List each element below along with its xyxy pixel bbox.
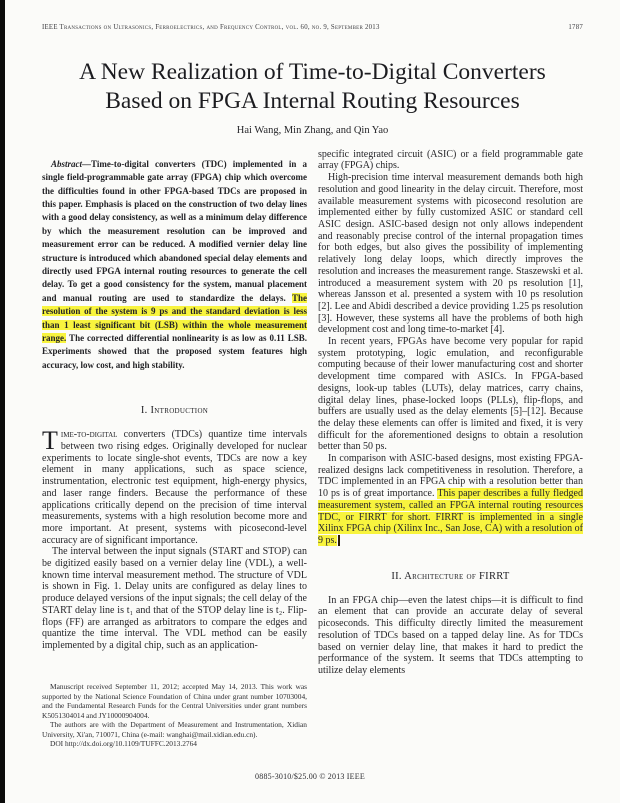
- body-paragraph-fpga: In recent years, FPGAs have become very popular for rapid system prototyping, logic emulation, and reconfigurable computing because of their lower manufacturing cost and shorter development time compared with ASICs. In FPGA-based designs, look-up tables (LUTs), delay matrices, carry chains, digital delay lines, phase-locked loops (PLLs), flip-flops, and buffers are usually used as the delay elements [5]–[12]. Because the delay these elements can offer is limited and fixed, it is very difficult for the aforementioned designs to obtain a resolution better than 50 ps.: [318, 336, 583, 453]
- section-number: I.: [140, 405, 151, 417]
- footer-copyright: 0885-3010/$25.00 © 2013 IEEE: [255, 772, 365, 781]
- body-paragraph-continuation: specific integrated circuit (ASIC) or a field programmable gate array (FPGA) chips.: [318, 148, 583, 172]
- architecture-paragraph-1: In an FPGA chip—even the latest chips—it is difficult to find an element that can provide an accurate delay of several picoseconds. This difficulty directly limited the measurement resolution of TDCs based on a tapped delay line. As for TDCs based on vernier delay line, that makes it hard to predict the performance of the system. It seems that TDCs attempting to utilize delay elements: [318, 594, 583, 676]
- body-paragraph-asic: High-precision time interval measurement demands both high resolution and good linearity in the delay circuit. Therefore, most available measurement systems with picosecond resolution are implemented either by fully customized ASIC or standard cell ASIC design. ASIC-based design not only allows independent and reasonably precise control of the internal propagation times for both edges, but also gives the possibility of implementing relatively long delay loops, which directly improves the resolution and increases the measurement range. Staszewski et al. introduced a measurement system with 20 ps resolution [1], whereas Jansson et al. presented a system with 10 ps resolution [2]. Lee and Abidi described a device providing 1.25 ps resolution [3]. However, these systems all have the problems of both high development cost and long time-to-market [4].: [318, 172, 583, 336]
- footnote-doi: DOI http://dx.doi.org/10.1109/TUFFC.2013.2764: [50, 739, 198, 749]
- small-caps-lead: ime-to-digital: [60, 429, 118, 441]
- abstract-paragraph: [42, 158, 307, 373]
- journal-header: IEEE Transactions on Ultrasonics, Ferroelectrics, and Frequency Control, vol. 60, no. 9, September 2013: [42, 24, 380, 31]
- body-paragraph-comparison: [318, 453, 583, 547]
- section-heading-architecture: [318, 571, 583, 582]
- page-spine: [0, 0, 5, 803]
- right-column: [318, 149, 583, 749]
- body-highlight-annotation: This paper describes a fully fledged measurement system, called an FPGA internal routing resources TDC, or FIRRT for short. FIRRT is implemented in a single Xilinx FPGA chip (Xilinx Inc., San Jose, CA) with a resolution of 9 ps.: [318, 488, 583, 546]
- page-number: 1787: [568, 24, 583, 31]
- two-column-body: [42, 149, 583, 749]
- comparison-text: In comparison with ASIC-based designs, most existing FPGA-realized designs lack competitiveness in resolution. Therefore, a TDC implemented in an FPGA chip with a resolution better than 10 ps is of great importance.: [318, 453, 583, 500]
- paper-title: A New Realization of Time-to-Digital Converters Based on FPGA Internal Routing Resources: [79, 59, 546, 114]
- intro-paragraph-2: The interval between the input signals (START and STOP) can be digitized easily based on a vernier delay line (VDL), a well-known time interval measurement method. The structure of VDL is shown in Fig. 1. Delay units are configured as delay lines to produce delayed versions of the input signals; the cell delay of the START delay line is t₁ and that of the STOP delay line is t₂. Flip-flops (FF) are arranged as arbitrators to compare the edges and quantize the time interval. The VDL method can be easily implemented by a digital chip, such as an application-: [42, 546, 307, 651]
- section-title: Introduction: [150, 405, 209, 417]
- footnote-affiliation: The authors are with the Department of Measurement and Instrumentation, Xidian University, Xi'an, 710071, China (e-mail: wanghai@mail.xidian.edu.cn).: [42, 720, 307, 739]
- section-number: II.: [391, 570, 405, 582]
- text-cursor: [338, 535, 340, 546]
- section-title: Architecture of FIRRT: [404, 570, 510, 582]
- left-column: [42, 149, 307, 749]
- running-head: [42, 24, 583, 31]
- section-heading-introduction: [42, 405, 307, 416]
- abstract-text-post: The corrected differential nonlinearity is as low as 0.11 LSB. Experiments showed that the proposed system features high accuracy, low cost, and high stability.: [42, 333, 307, 370]
- footnote-received: Manuscript received September 11, 2012; accepted May 14, 2013. This work was supported by the National Science Foundation of China under grant number 10703004, and the Fundamental Research Funds for the Central Universities under grant numbers K5051304014 and JY10000904004.: [42, 682, 307, 720]
- abstract-label: Abstract—: [51, 158, 92, 169]
- drop-cap: T: [42, 426, 58, 456]
- authors-line: Hai Wang, Min Zhang, and Qin Yao: [236, 124, 389, 136]
- intro-paragraph-1: [42, 426, 307, 546]
- footnote-block: [42, 682, 307, 749]
- abstract-text-pre: Time-to-digital converters (TDC) implemented in a single field-programmable gate array (FPGA) chip which overcome the difficulties found in other FPGA-based TDCs are proposed in this paper. Emphasis is placed on the construction of two delay lines with a good delay consistency, as well as a minimum delay difference by which the measurement resolution can be improved and measurement error can be reduced. A modified vernier delay line structure is introduced which abandoned special delay elements and directly used FPGA internal routing resources to generate the cell delay. To get a good consistency for the system, manual placement and manual routing are used to standardize the delays.: [42, 158, 307, 303]
- page-content: [42, 0, 583, 749]
- abstract-highlight-annotation: The resolution of the system is 9 ps and the standard deviation is less than 1 least significant bit (LSB) within the whole measurement range.: [42, 292, 307, 344]
- intro-paragraph-1-text: converters (TDCs) quantize time intervals between two rising edges. Originally developed for nuclear experiments to locate single-shot events, TDCs are now a key element in many applications, such as space science, instrumentation, electronic test equipment, high-energy physics, and laser range finders. Because the performance of these applications critically depend on the precision of time interval measurements, systems with a high resolution become more and more important. At present, systems with picosecond-level accuracy are of significant importance.: [42, 429, 307, 546]
